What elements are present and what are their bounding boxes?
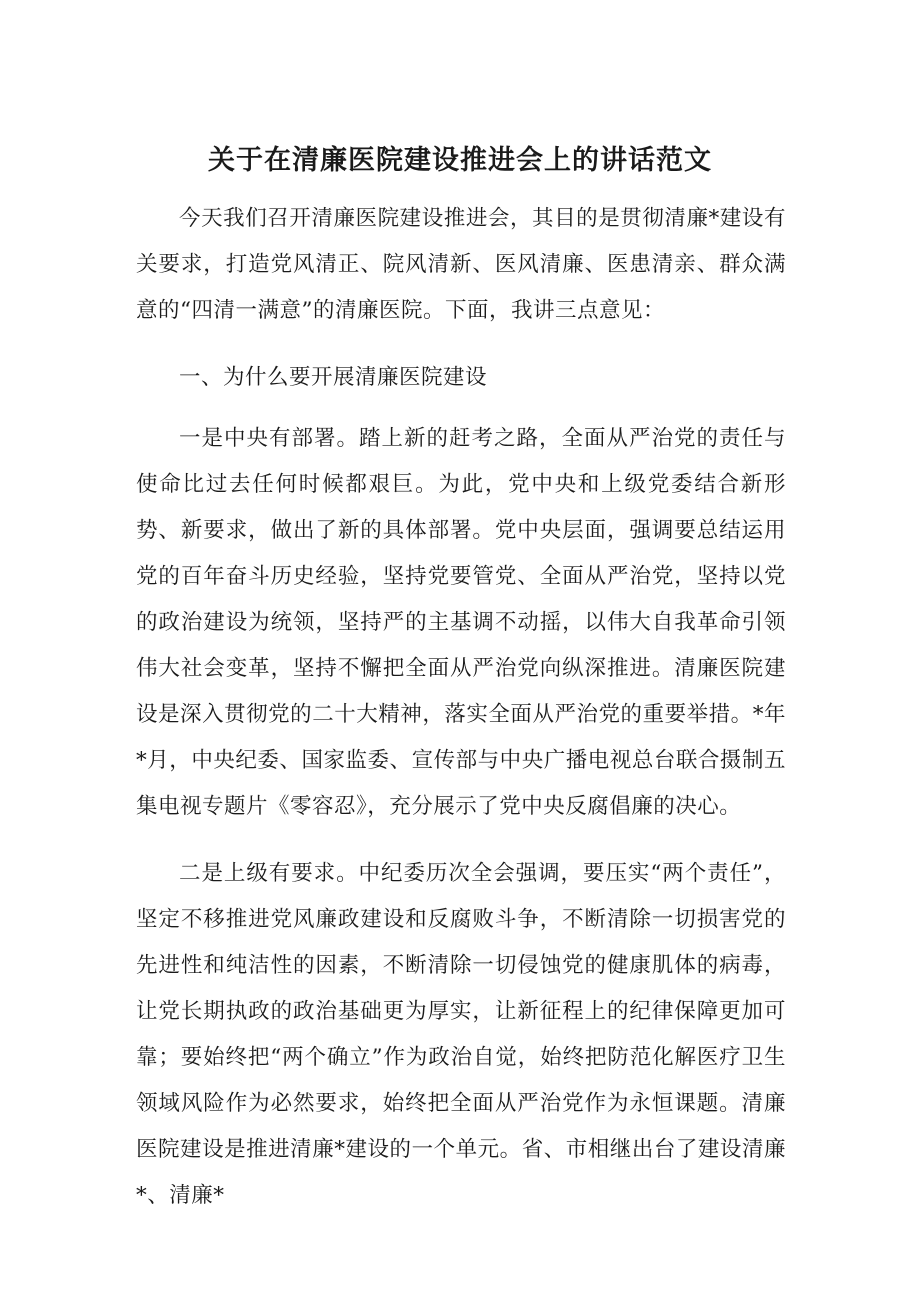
document-title: 关于在清廉医院建设推进会上的讲话范文	[208, 145, 712, 176]
intro-paragraph: 今天我们召开清廉医院建设推进会，其目的是贯彻清廉*建设有关要求，打造党风清正、院风清新、医风清廉、医患清亲、群众满意的“四清一满意”的清廉医院。下面，我讲三点意见：	[136, 206, 786, 323]
paragraph-point-one: 一是中央有部署。踏上新的赶考之路，全面从严治党的责任与使命比过去任何时候都艰巨。为此，党中央和上级党委结合新形势、新要求，做出了新的具体部署。党中央层面，强调要总结运用党的百年奋斗历史经验，坚持党要管党、全面从严治党，坚持以党的政治建设为统领，坚持严的主基调不动摇，以伟大自我革命引领伟大社会变革，坚持不懈把全面从严治党向纵深推进。清廉医院建设是深入贯彻党的二十大精神，落实全面从严治党的重要举措。*年*月，中央纪委、国家监委、宣传部与中央广播电视总台联合摄制五集电视专题片《零容忍》，充分展示了党中央反腐倡廉的决心。	[136, 426, 786, 819]
section-heading-one: 一、为什么要开展清廉医院建设	[179, 365, 488, 390]
paragraph-point-two: 二是上级有要求。中纪委历次全会强调，要压实“两个责任”，坚定不移推进党风廉政建设和反腐败斗争，不断清除一切损害党的先进性和纯洁性的因素，不断清除一切侵蚀党的健康肌体的病毒，让党长期执政的政治基础更为厚实，让新征程上的纪律保障更加可靠；要始终把“两个确立”作为政治自觉，始终把防范化解医疗卫生领域风险作为必然要求，始终把全面从严治党作为永恒课题。清廉医院建设是推进清廉*建设的一个单元。省、市相继出台了建设清廉*、清廉*	[136, 861, 786, 1208]
